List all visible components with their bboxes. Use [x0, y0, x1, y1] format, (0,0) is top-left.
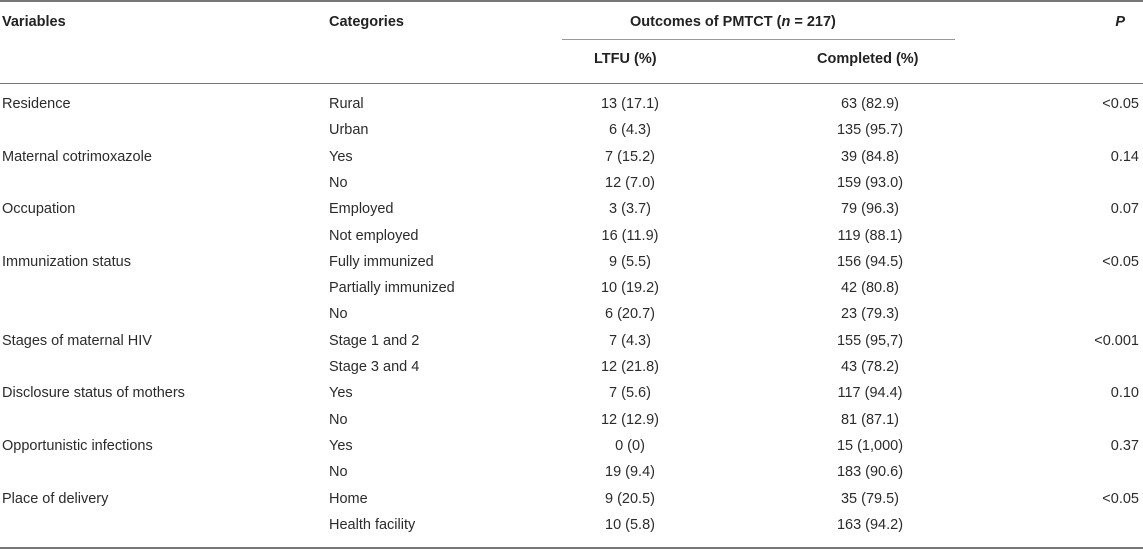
- cell-ltfu: 0 (0): [615, 437, 645, 454]
- cell-category: Health facility: [329, 516, 416, 533]
- cell-completed: 79 (96.3): [840, 201, 900, 218]
- cell-ltfu: 10 (19.2): [600, 280, 660, 297]
- header-outcomes: Outcomes of PMTCT (n = 217): [630, 14, 836, 30]
- table-bottom-rule: [0, 547, 1143, 549]
- outcomes-span-rule: [562, 39, 955, 40]
- cell-ltfu: 9 (5.5): [609, 253, 651, 270]
- cell-p-value: <0.001: [1094, 332, 1139, 349]
- cell-completed: 63 (82.9): [840, 96, 900, 112]
- table-row: [0, 433, 1143, 459]
- cell-completed: 117 (94.4): [837, 385, 903, 402]
- cell-completed: 81 (87.1): [840, 411, 900, 428]
- cell-completed: 15 (1,000): [836, 437, 904, 454]
- cell-completed: 183 (90.6): [836, 464, 904, 481]
- cell-category: Employed: [329, 201, 394, 218]
- cell-ltfu: 12 (12.9): [600, 411, 660, 428]
- cell-ltfu: 7 (15.2): [605, 148, 655, 165]
- cell-variable: Occupation: [2, 201, 76, 218]
- header-p: P: [1115, 14, 1125, 30]
- header-variables: Variables: [2, 14, 66, 30]
- cell-category: No: [329, 174, 348, 191]
- cell-completed: 39 (84.8): [840, 148, 900, 165]
- table-row: [0, 512, 1143, 538]
- cell-category: Yes: [329, 385, 353, 402]
- cell-p-value: 0.10: [1110, 385, 1139, 402]
- cell-variable: Maternal cotrimoxazole: [2, 148, 152, 165]
- cell-ltfu: 9 (20.5): [605, 490, 655, 507]
- cell-completed: 119 (88.1): [837, 227, 903, 244]
- cell-category: No: [329, 411, 348, 428]
- cell-completed: 163 (94.2): [836, 516, 904, 533]
- table-row: [0, 170, 1143, 196]
- cell-completed: 42 (80.8): [840, 280, 900, 297]
- table-row: [0, 196, 1143, 222]
- cell-category: Home: [329, 490, 368, 507]
- cell-variable: Immunization status: [2, 253, 131, 270]
- cell-category: Yes: [329, 437, 353, 454]
- table-row: [0, 486, 1143, 512]
- cell-ltfu: 19 (9.4): [605, 464, 655, 481]
- table-row: [0, 301, 1143, 327]
- table-row: [0, 407, 1143, 433]
- cell-ltfu: 7 (5.6): [609, 385, 651, 402]
- cell-variable: Stages of maternal HIV: [2, 332, 152, 349]
- cell-variable: Disclosure status of mothers: [2, 385, 185, 402]
- table-row: [0, 223, 1143, 249]
- cell-p-value: 0.07: [1110, 201, 1139, 218]
- cell-category: Yes: [329, 148, 353, 165]
- cell-category: Partially immunized: [329, 280, 455, 297]
- cell-ltfu: 16 (11.9): [601, 227, 659, 244]
- cell-completed: 43 (78.2): [840, 359, 900, 375]
- table-row: [0, 117, 1143, 143]
- cell-p-value: <0.05: [1102, 253, 1139, 270]
- header-ltfu: LTFU (%): [594, 51, 657, 67]
- table-row: [0, 275, 1143, 301]
- table-top-rule: [0, 0, 1143, 2]
- cell-variable: Residence: [2, 96, 71, 112]
- cell-ltfu: 12 (21.8): [600, 359, 660, 375]
- cell-ltfu: 7 (4.3): [609, 332, 651, 349]
- cell-variable: Opportunistic infections: [2, 437, 153, 454]
- header-bottom-rule: [0, 83, 1143, 84]
- cell-category: Stage 3 and 4: [329, 359, 420, 375]
- cell-category: No: [329, 306, 348, 323]
- cell-ltfu: 6 (4.3): [609, 122, 651, 139]
- cell-category: Fully immunized: [329, 253, 434, 270]
- cell-p-value: 0.37: [1110, 437, 1139, 454]
- table-row: [0, 91, 1143, 117]
- cell-completed: 155 (95,7): [836, 332, 904, 349]
- cell-variable: Place of delivery: [2, 490, 109, 507]
- table-row: [0, 328, 1143, 354]
- table-row: [0, 380, 1143, 406]
- cell-completed: 156 (94.5): [836, 253, 904, 270]
- cell-completed: 35 (79.5): [840, 490, 900, 507]
- cell-category: Not employed: [329, 227, 419, 244]
- cell-category: Stage 1 and 2: [329, 332, 420, 349]
- cell-completed: 135 (95.7): [836, 122, 904, 139]
- cell-ltfu: 13 (17.1): [600, 96, 660, 112]
- table-row: [0, 354, 1143, 380]
- cell-ltfu: 3 (3.7): [609, 201, 651, 218]
- cell-p-value: 0.14: [1110, 148, 1139, 165]
- cell-p-value: <0.05: [1102, 96, 1139, 112]
- cell-ltfu: 10 (5.8): [605, 516, 655, 533]
- cell-completed: 159 (93.0): [836, 174, 904, 191]
- cell-completed: 23 (79.3): [840, 306, 900, 323]
- cell-category: Rural: [329, 96, 364, 112]
- table-row: [0, 144, 1143, 170]
- table-row: [0, 249, 1143, 275]
- cell-ltfu: 6 (20.7): [605, 306, 655, 323]
- cell-ltfu: 12 (7.0): [605, 174, 655, 191]
- cell-p-value: <0.05: [1102, 490, 1139, 507]
- cell-category: Urban: [329, 122, 369, 139]
- table-row: [0, 459, 1143, 485]
- header-categories: Categories: [329, 14, 404, 30]
- cell-category: No: [329, 464, 348, 481]
- header-completed: Completed (%): [817, 51, 919, 67]
